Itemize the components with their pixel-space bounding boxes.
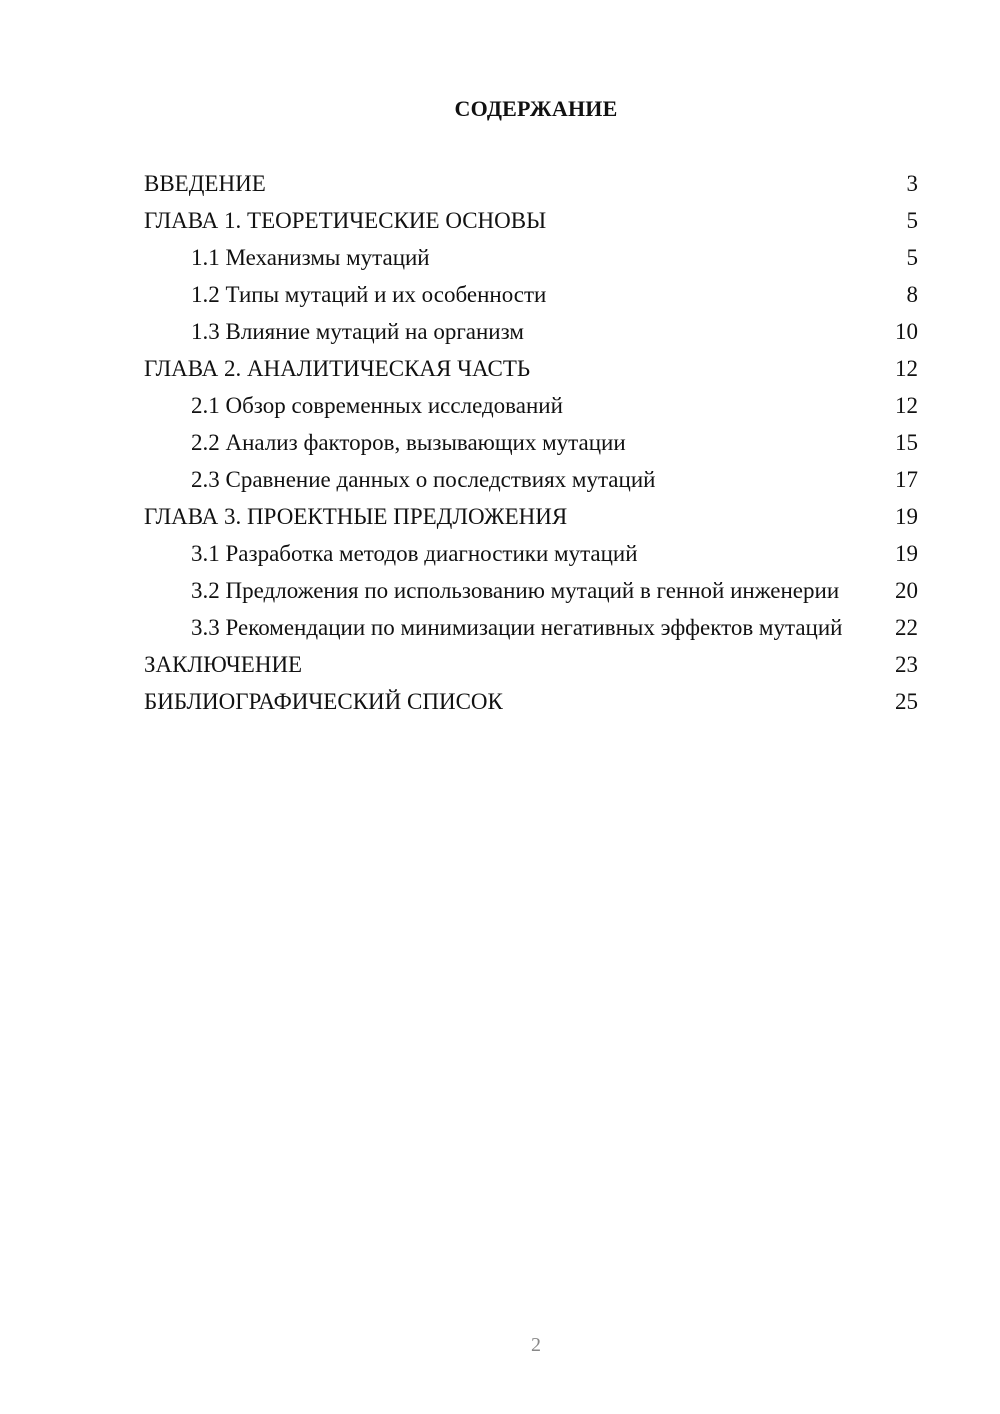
table-of-contents [144, 170, 918, 725]
toc-entry-text: 3.3 Рекомендации по минимизации негативных эффектов мутаций [191, 615, 843, 640]
page-number: 2 [531, 1334, 541, 1356]
toc-entry-text: 1.3 Влияние мутаций на организм [191, 319, 524, 344]
toc-entry-page: 15 [895, 430, 918, 455]
toc-entry [144, 429, 918, 456]
toc-entry [144, 577, 918, 604]
toc-entry [144, 688, 918, 715]
toc-entry [144, 651, 918, 678]
page-title: СОДЕРЖАНИЕ [454, 96, 618, 121]
toc-entry [144, 503, 918, 530]
toc-entry-text: ГЛАВА 2. АНАЛИТИЧЕСКАЯ ЧАСТЬ [144, 356, 531, 381]
toc-entry-page: 19 [895, 541, 918, 566]
toc-entry-text: 2.3 Сравнение данных о последствиях мутаций [191, 467, 656, 492]
toc-entry [144, 540, 918, 567]
toc-entry-page: 17 [895, 467, 918, 492]
toc-entry-text: 3.1 Разработка методов диагностики мутаций [191, 541, 638, 566]
toc-entry-text: ГЛАВА 3. ПРОЕКТНЫЕ ПРЕДЛОЖЕНИЯ [144, 504, 568, 529]
toc-entry-page: 12 [895, 393, 918, 418]
toc-entry [144, 318, 918, 345]
toc-entry-text: 2.1 Обзор современных исследований [191, 393, 563, 418]
toc-entry [144, 614, 918, 641]
toc-entry [144, 466, 918, 493]
toc-entry-text: ВВЕДЕНИЕ [144, 171, 266, 196]
toc-entry-page: 12 [895, 356, 918, 381]
toc-entry [144, 207, 918, 234]
toc-entry [144, 170, 918, 197]
toc-entry-text: ЗАКЛЮЧЕНИЕ [144, 652, 303, 677]
toc-entry-page: 19 [895, 504, 918, 529]
toc-entry [144, 392, 918, 419]
toc-entry-text: ГЛАВА 1. ТЕОРЕТИЧЕСКИЕ ОСНОВЫ [144, 208, 547, 233]
toc-entry [144, 244, 918, 271]
toc-entry-page: 22 [895, 615, 918, 640]
toc-entry-text: БИБЛИОГРАФИЧЕСКИЙ СПИСОК [144, 689, 503, 714]
toc-entry-page: 5 [906, 245, 918, 270]
toc-entry-text: 1.2 Типы мутаций и их особенности [191, 282, 547, 307]
toc-entry-text: 3.2 Предложения по использованию мутаций в генной инженерии [191, 578, 840, 603]
toc-entry-text: 1.1 Механизмы мутаций [191, 245, 430, 270]
toc-entry [144, 355, 918, 382]
toc-entry-page: 25 [895, 689, 918, 714]
toc-entry-page: 3 [906, 171, 918, 196]
toc-entry-text: 2.2 Анализ факторов, вызывающих мутации [191, 430, 626, 455]
toc-entry-page: 8 [906, 282, 918, 307]
toc-entry-page: 10 [895, 319, 918, 344]
toc-entry-page: 20 [895, 578, 918, 603]
toc-entry-page: 23 [895, 652, 918, 677]
toc-entry [144, 281, 918, 308]
toc-entry-page: 5 [906, 208, 918, 233]
